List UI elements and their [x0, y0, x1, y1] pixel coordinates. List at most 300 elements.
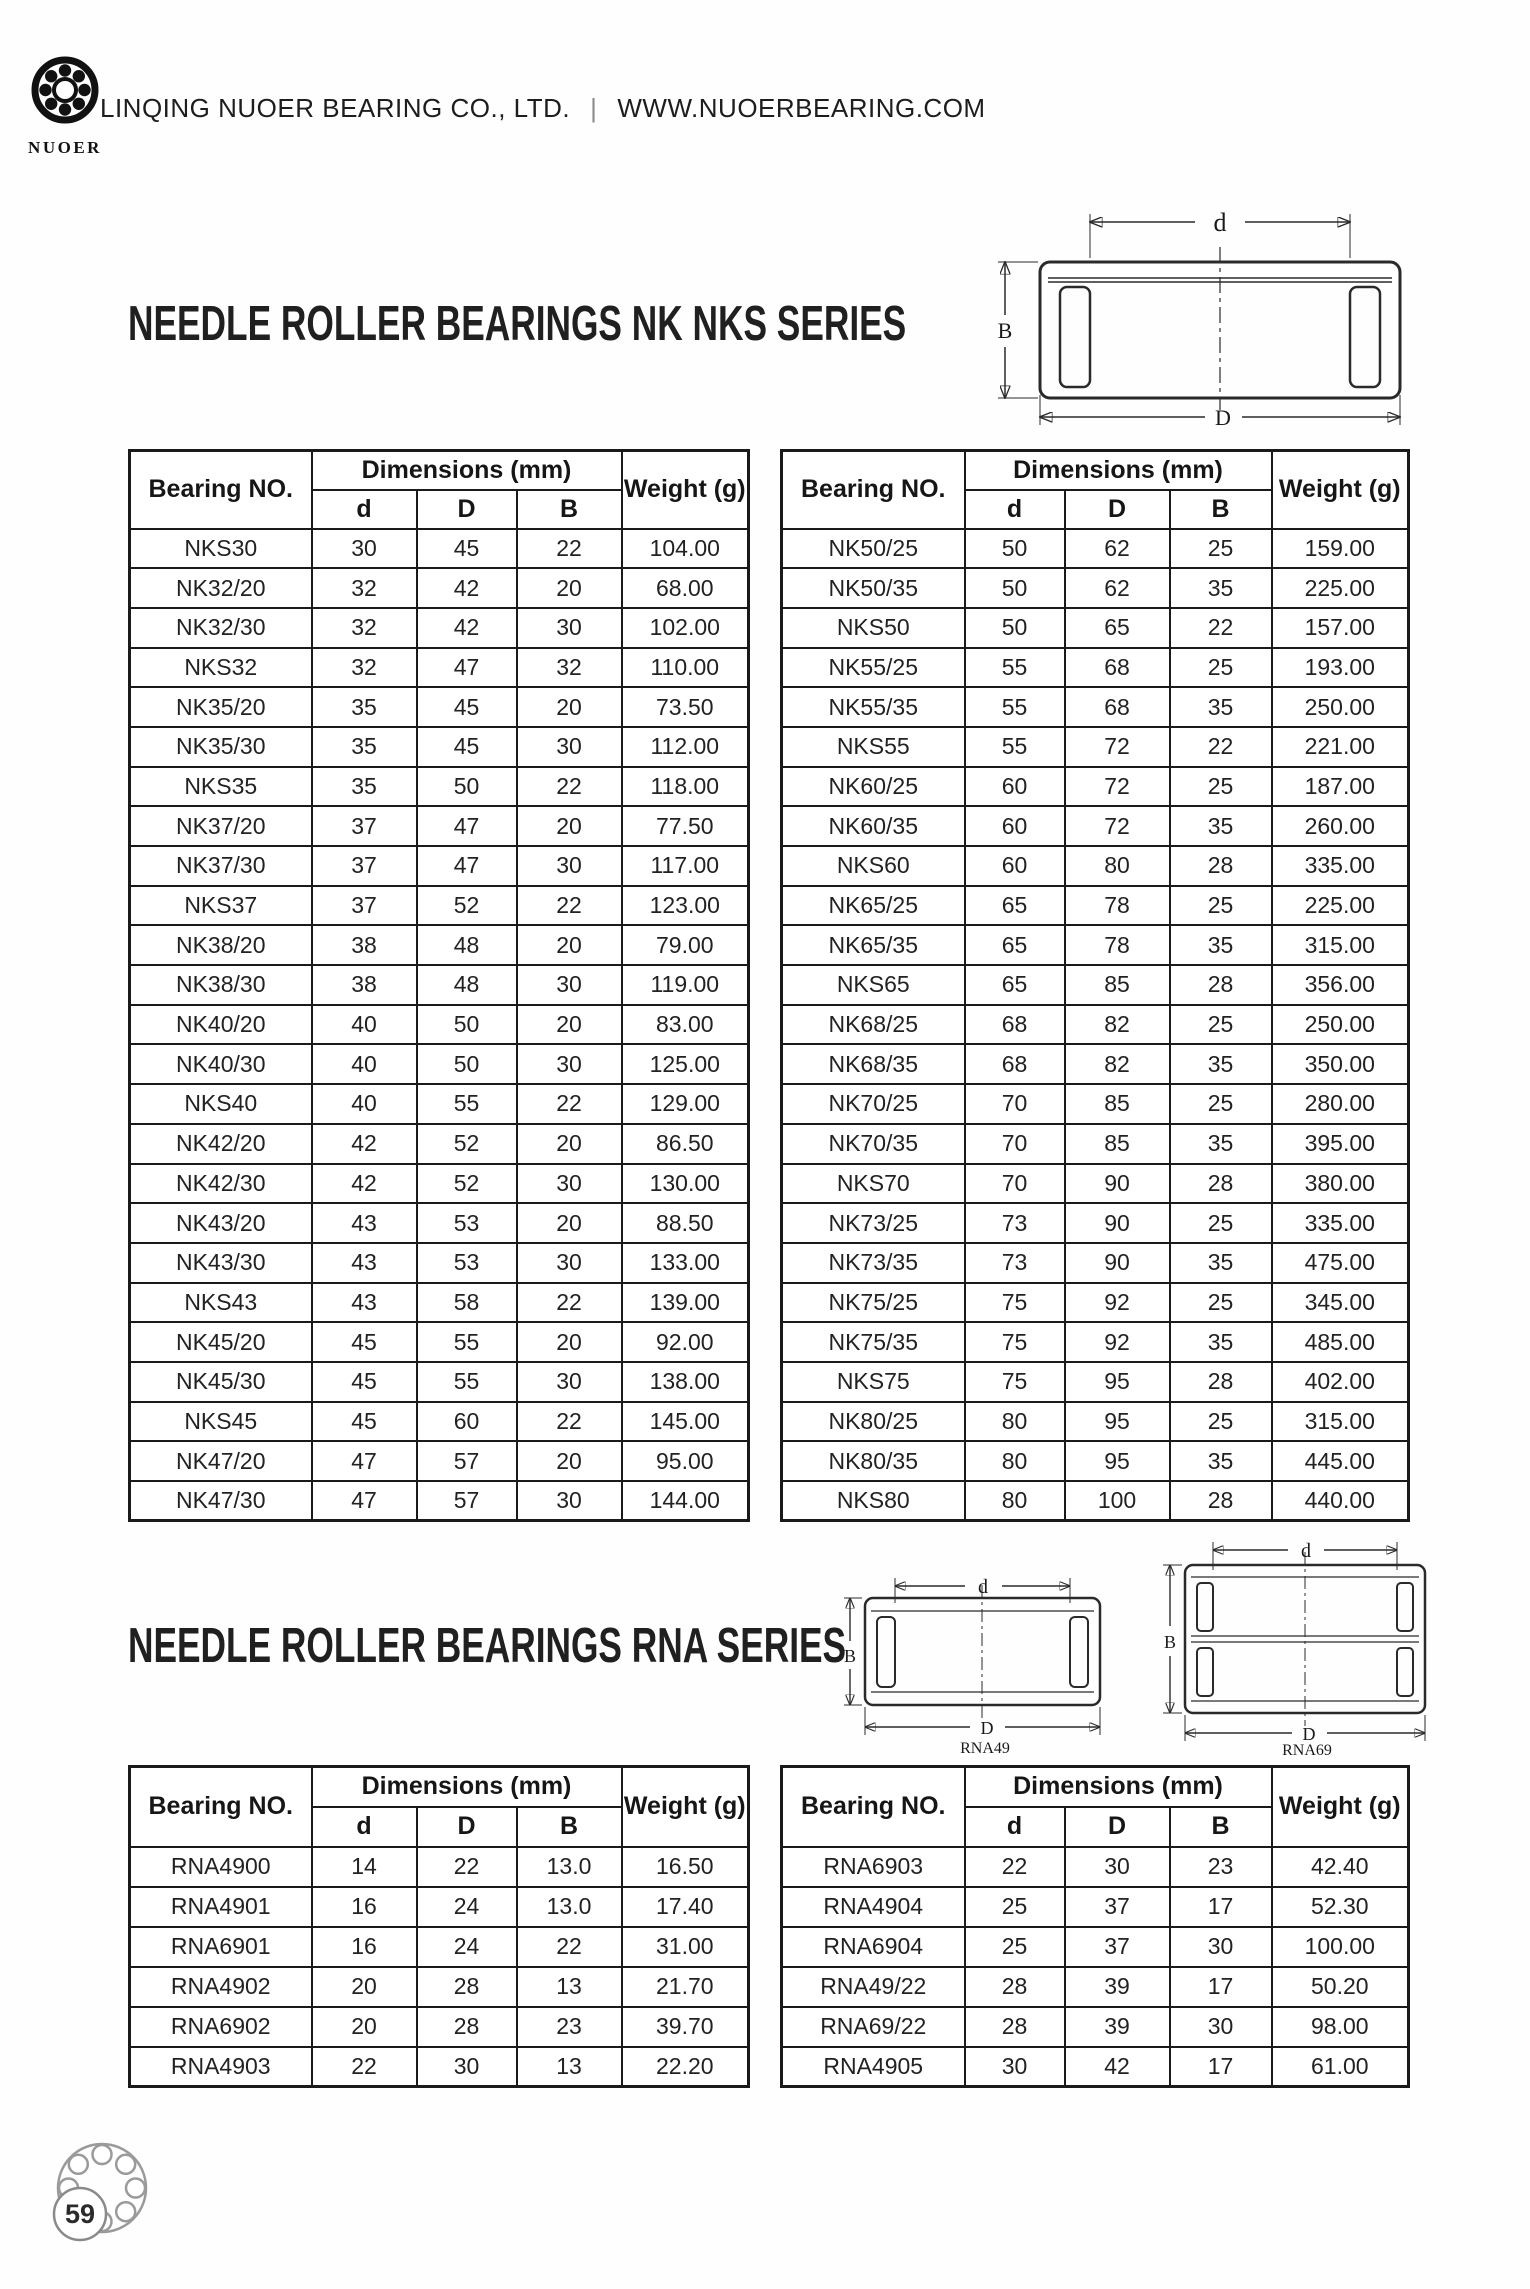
table-cell: 35	[1170, 568, 1272, 608]
table-cell: 68	[965, 1005, 1065, 1045]
table-row	[782, 1322, 1409, 1362]
table-row	[130, 2047, 749, 2087]
table-cell: 50	[965, 608, 1065, 648]
table-cell: 17.40	[622, 1887, 749, 1927]
table-cell: 335.00	[1272, 1203, 1409, 1243]
table-cell: NK50/35	[782, 568, 965, 608]
table-row	[130, 1322, 749, 1362]
column-header-B: B	[517, 490, 622, 529]
table-row	[782, 1402, 1409, 1442]
column-header-d: d	[312, 1807, 417, 1847]
table-cell: RNA4901	[130, 1887, 312, 1927]
table-cell: 22	[517, 529, 622, 569]
table-row	[782, 1967, 1409, 2007]
table-cell: 80	[1065, 846, 1170, 886]
table-cell: 22	[517, 1927, 622, 1967]
table-cell: 225.00	[1272, 886, 1409, 926]
table-cell: 58	[417, 1283, 517, 1323]
table-cell: 35	[1170, 806, 1272, 846]
table-cell: 280.00	[1272, 1084, 1409, 1124]
table-cell: 25	[965, 1887, 1065, 1927]
table-cell: 85	[1065, 1124, 1170, 1164]
table-cell: 22	[965, 1847, 1065, 1887]
table-cell: 25	[1170, 1402, 1272, 1442]
table-cell: 47	[417, 648, 517, 688]
table-cell: 22	[312, 2047, 417, 2087]
table-row	[130, 1203, 749, 1243]
table-cell: 37	[1065, 1887, 1170, 1927]
table-cell: 20	[517, 687, 622, 727]
table-cell: 85	[1065, 1084, 1170, 1124]
table-cell: 45	[312, 1402, 417, 1442]
table-cell: 90	[1065, 1164, 1170, 1204]
table-cell: 35	[1170, 1322, 1272, 1362]
table-cell: NK40/20	[130, 1005, 312, 1045]
table-cell: 24	[417, 1887, 517, 1927]
table-cell: 225.00	[1272, 568, 1409, 608]
table-cell: 315.00	[1272, 1402, 1409, 1442]
table-cell: 14	[312, 1847, 417, 1887]
table-cell: 57	[417, 1481, 517, 1521]
table-cell: 83.00	[622, 1005, 749, 1045]
table-cell: 98.00	[1272, 2007, 1409, 2047]
table-cell: 25	[1170, 886, 1272, 926]
table-cell: 13.0	[517, 1847, 622, 1887]
table-cell: NK60/25	[782, 767, 965, 807]
page-number-badge	[40, 2138, 160, 2258]
table-cell: 22	[517, 1283, 622, 1323]
table-cell: 95	[1065, 1441, 1170, 1481]
table-cell: 42	[312, 1124, 417, 1164]
table-cell: 47	[417, 806, 517, 846]
table-cell: 16	[312, 1887, 417, 1927]
column-header-bearing-no: Bearing NO.	[782, 451, 965, 529]
table-cell: 25	[1170, 1283, 1272, 1323]
table-cell: 129.00	[622, 1084, 749, 1124]
table-cell: 22	[517, 1084, 622, 1124]
nk-section-title: NEEDLE ROLLER BEARINGS NK NKS SERIES	[128, 297, 907, 351]
nk-dim-d-label: d	[1213, 208, 1227, 237]
table-row	[782, 846, 1409, 886]
table-row	[782, 1243, 1409, 1283]
table-row	[782, 1005, 1409, 1045]
table-row	[130, 1362, 749, 1402]
table-cell: 110.00	[622, 648, 749, 688]
table-cell: 45	[417, 687, 517, 727]
table-cell: 92	[1065, 1322, 1170, 1362]
table-row	[130, 806, 749, 846]
table-cell: RNA4905	[782, 2047, 965, 2087]
column-header-dimensions: Dimensions (mm)	[965, 451, 1272, 490]
table-cell: NK75/25	[782, 1283, 965, 1323]
table-row	[782, 1362, 1409, 1402]
table-cell: NKS43	[130, 1283, 312, 1323]
table-row	[130, 1044, 749, 1084]
rna49-dim-D-label: D	[980, 1718, 994, 1738]
table-cell: NK35/20	[130, 687, 312, 727]
table-cell: 13.0	[517, 1887, 622, 1927]
table-cell: NKS60	[782, 846, 965, 886]
table-cell: NK55/35	[782, 687, 965, 727]
table-cell: NKS80	[782, 1481, 965, 1521]
table-cell: 35	[1170, 925, 1272, 965]
table-row	[130, 2007, 749, 2047]
table-cell: NK68/25	[782, 1005, 965, 1045]
table-cell: 78	[1065, 886, 1170, 926]
table-cell: 112.00	[622, 727, 749, 767]
table-cell: NK73/25	[782, 1203, 965, 1243]
table-cell: 22	[517, 886, 622, 926]
table-cell: 25	[1170, 648, 1272, 688]
table-cell: 102.00	[622, 608, 749, 648]
table-row	[130, 648, 749, 688]
table-row	[782, 608, 1409, 648]
table-cell: 65	[965, 925, 1065, 965]
table-cell: 145.00	[622, 1402, 749, 1442]
table-cell: 60	[965, 767, 1065, 807]
table-cell: NK47/30	[130, 1481, 312, 1521]
column-header-weight: Weight (g)	[1272, 1767, 1409, 1847]
table-cell: 24	[417, 1927, 517, 1967]
nk-dim-b-label: B	[997, 318, 1013, 343]
table-cell: NKS37	[130, 886, 312, 926]
table-row	[130, 529, 749, 569]
company-website: WWW.NUOERBEARING.COM	[617, 93, 986, 123]
table-cell: 75	[965, 1362, 1065, 1402]
table-row	[782, 965, 1409, 1005]
table-cell: 42	[417, 568, 517, 608]
table-cell: 60	[965, 846, 1065, 886]
table-cell: 22	[517, 1402, 622, 1442]
table-row	[130, 1084, 749, 1124]
table-cell: 28	[1170, 1164, 1272, 1204]
table-cell: 20	[517, 568, 622, 608]
rna-series-table-left	[128, 1765, 750, 2088]
table-cell: 20	[312, 1967, 417, 2007]
table-cell: RNA4902	[130, 1967, 312, 2007]
table-cell: 45	[417, 727, 517, 767]
table-row	[782, 2007, 1409, 2047]
table-cell: 16.50	[622, 1847, 749, 1887]
table-cell: 85	[1065, 965, 1170, 1005]
table-cell: 260.00	[1272, 806, 1409, 846]
rna-section-title: NEEDLE ROLLER BEARINGS RNA SERIES	[128, 1619, 847, 1673]
table-cell: 13	[517, 2047, 622, 2087]
table-row	[782, 925, 1409, 965]
table-row	[782, 648, 1409, 688]
table-cell: 139.00	[622, 1283, 749, 1323]
table-row	[782, 767, 1409, 807]
column-header-D: D	[1065, 1807, 1170, 1847]
table-cell: 37	[1065, 1927, 1170, 1967]
table-row	[130, 568, 749, 608]
table-row	[130, 1243, 749, 1283]
table-cell: 104.00	[622, 529, 749, 569]
table-cell: NK73/35	[782, 1243, 965, 1283]
table-cell: 20	[517, 1203, 622, 1243]
table-row	[782, 727, 1409, 767]
rna69-dim-D-label: D	[1302, 1724, 1316, 1744]
table-cell: 30	[1170, 1927, 1272, 1967]
table-row	[782, 1847, 1409, 1887]
table-cell: NK38/30	[130, 965, 312, 1005]
table-row	[782, 1283, 1409, 1323]
table-cell: NK38/20	[130, 925, 312, 965]
table-cell: 45	[312, 1362, 417, 1402]
column-header-B: B	[1170, 490, 1272, 529]
table-cell: 53	[417, 1243, 517, 1283]
table-cell: 35	[1170, 1044, 1272, 1084]
column-header-B: B	[1170, 1807, 1272, 1847]
table-cell: RNA4904	[782, 1887, 965, 1927]
table-cell: 35	[1170, 687, 1272, 727]
table-cell: 53	[417, 1203, 517, 1243]
table-cell: 119.00	[622, 965, 749, 1005]
table-cell: 60	[965, 806, 1065, 846]
table-cell: NKS30	[130, 529, 312, 569]
table-cell: 22	[1170, 608, 1272, 648]
table-cell: NK43/20	[130, 1203, 312, 1243]
table-cell: 30	[517, 965, 622, 1005]
table-cell: 61.00	[1272, 2047, 1409, 2087]
table-cell: 350.00	[1272, 1044, 1409, 1084]
table-cell: 50	[417, 1005, 517, 1045]
table-cell: NKS35	[130, 767, 312, 807]
rna49-dim-b-label: B	[843, 1646, 857, 1666]
table-cell: 30	[517, 1481, 622, 1521]
table-cell: NK65/35	[782, 925, 965, 965]
table-row	[130, 1481, 749, 1521]
table-cell: 133.00	[622, 1243, 749, 1283]
table-cell: 30	[517, 727, 622, 767]
table-row	[130, 608, 749, 648]
table-cell: 38	[312, 925, 417, 965]
table-cell: 28	[1170, 965, 1272, 1005]
table-cell: 80	[965, 1481, 1065, 1521]
table-cell: NKS55	[782, 727, 965, 767]
table-cell: 440.00	[1272, 1481, 1409, 1521]
table-cell: NK47/20	[130, 1441, 312, 1481]
table-cell: 31.00	[622, 1927, 749, 1967]
table-cell: 22.20	[622, 2047, 749, 2087]
table-cell: 250.00	[1272, 1005, 1409, 1045]
table-cell: NK80/35	[782, 1441, 965, 1481]
table-cell: 30	[1170, 2007, 1272, 2047]
table-cell: 345.00	[1272, 1283, 1409, 1323]
table-cell: 48	[417, 925, 517, 965]
table-cell: 23	[1170, 1847, 1272, 1887]
table-cell: 38	[312, 965, 417, 1005]
table-cell: 475.00	[1272, 1243, 1409, 1283]
table-cell: 25	[1170, 1005, 1272, 1045]
table-cell: 117.00	[622, 846, 749, 886]
table-cell: 20	[312, 2007, 417, 2047]
table-cell: NK45/20	[130, 1322, 312, 1362]
table-cell: 52	[417, 886, 517, 926]
table-cell: 17	[1170, 2047, 1272, 2087]
table-cell: 37	[312, 806, 417, 846]
rna69-bearing-diagram	[1150, 1528, 1450, 1758]
column-header-d: d	[312, 490, 417, 529]
table-cell: 28	[1170, 1362, 1272, 1402]
table-cell: 73.50	[622, 687, 749, 727]
table-cell: 48	[417, 965, 517, 1005]
table-cell: NKS75	[782, 1362, 965, 1402]
table-row	[782, 886, 1409, 926]
table-cell: 35	[1170, 1441, 1272, 1481]
column-header-weight: Weight (g)	[622, 1767, 749, 1847]
table-cell: 35	[312, 727, 417, 767]
table-cell: RNA6901	[130, 1927, 312, 1967]
table-cell: 28	[965, 1967, 1065, 2007]
table-cell: NKS32	[130, 648, 312, 688]
table-cell: 40	[312, 1084, 417, 1124]
table-cell: 28	[1170, 846, 1272, 886]
rna69-caption: RNA69	[1282, 1742, 1332, 1758]
table-cell: 70	[965, 1164, 1065, 1204]
table-cell: 17	[1170, 1967, 1272, 2007]
nk-series-table-left	[128, 449, 750, 1522]
table-cell: 32	[312, 648, 417, 688]
table-cell: 30	[417, 2047, 517, 2087]
table-cell: 25	[1170, 1203, 1272, 1243]
table-cell: 28	[1170, 1481, 1272, 1521]
table-cell: 25	[965, 1927, 1065, 1967]
page-number: 59	[64, 2199, 96, 2229]
table-cell: 22	[417, 1847, 517, 1887]
table-row	[130, 965, 749, 1005]
table-cell: 100	[1065, 1481, 1170, 1521]
table-cell: 73	[965, 1203, 1065, 1243]
rna-series-table-right	[780, 1765, 1410, 2088]
table-cell: 55	[965, 727, 1065, 767]
table-cell: 395.00	[1272, 1124, 1409, 1164]
table-cell: 92	[1065, 1283, 1170, 1323]
table-cell: NKS65	[782, 965, 965, 1005]
table-cell: 68	[965, 1044, 1065, 1084]
table-cell: 72	[1065, 727, 1170, 767]
table-cell: NK70/35	[782, 1124, 965, 1164]
table-cell: 20	[517, 925, 622, 965]
table-cell: 43	[312, 1203, 417, 1243]
table-cell: 35	[1170, 1124, 1272, 1164]
table-cell: NKS70	[782, 1164, 965, 1204]
table-cell: 35	[1170, 1243, 1272, 1283]
table-cell: NK43/30	[130, 1243, 312, 1283]
table-row	[782, 1927, 1409, 1967]
table-cell: 50	[417, 767, 517, 807]
column-header-bearing-no: Bearing NO.	[130, 451, 312, 529]
rna49-caption: RNA49	[960, 1740, 1010, 1757]
table-cell: 42	[1065, 2047, 1170, 2087]
logo-brand-text: NUOER	[28, 138, 102, 157]
table-cell: 28	[417, 1967, 517, 2007]
table-cell: 65	[965, 886, 1065, 926]
table-cell: NK32/30	[130, 608, 312, 648]
table-cell: 20	[517, 1124, 622, 1164]
table-cell: 55	[965, 687, 1065, 727]
column-header-bearing-no: Bearing NO.	[782, 1767, 965, 1847]
table-cell: 30	[517, 1362, 622, 1402]
table-cell: RNA6902	[130, 2007, 312, 2047]
table-cell: RNA69/22	[782, 2007, 965, 2047]
table-cell: 20	[517, 1441, 622, 1481]
table-cell: 250.00	[1272, 687, 1409, 727]
table-row	[782, 529, 1409, 569]
header-bar	[100, 93, 986, 124]
table-cell: NKS45	[130, 1402, 312, 1442]
table-cell: 315.00	[1272, 925, 1409, 965]
table-cell: NK50/25	[782, 529, 965, 569]
table-row	[782, 1124, 1409, 1164]
table-cell: 30	[517, 608, 622, 648]
table-cell: 22	[517, 767, 622, 807]
table-cell: 55	[417, 1322, 517, 1362]
table-cell: 55	[965, 648, 1065, 688]
table-cell: 39	[1065, 1967, 1170, 2007]
table-cell: NK42/30	[130, 1164, 312, 1204]
rna49-bearing-diagram	[840, 1545, 1120, 1760]
table-cell: 70	[965, 1124, 1065, 1164]
table-cell: NK65/25	[782, 886, 965, 926]
table-cell: NK45/30	[130, 1362, 312, 1402]
table-cell: 35	[312, 687, 417, 727]
table-row	[130, 1164, 749, 1204]
table-cell: 32	[312, 568, 417, 608]
table-row	[782, 1084, 1409, 1124]
table-cell: 50	[417, 1044, 517, 1084]
table-cell: 68	[1065, 687, 1170, 727]
table-cell: 13	[517, 1967, 622, 2007]
table-cell: 47	[312, 1481, 417, 1521]
table-cell: 68	[1065, 648, 1170, 688]
table-cell: 52	[417, 1164, 517, 1204]
company-name: LINQING NUOER BEARING CO., LTD.	[100, 93, 571, 123]
table-cell: 22	[1170, 727, 1272, 767]
table-cell: 95.00	[622, 1441, 749, 1481]
table-cell: 157.00	[1272, 608, 1409, 648]
table-cell: 80	[965, 1441, 1065, 1481]
table-row	[782, 1044, 1409, 1084]
table-cell: 75	[965, 1283, 1065, 1323]
table-cell: 50	[965, 529, 1065, 569]
table-cell: 78	[1065, 925, 1170, 965]
table-cell: 62	[1065, 529, 1170, 569]
table-cell: 28	[417, 2007, 517, 2047]
table-cell: NKS40	[130, 1084, 312, 1124]
table-cell: 20	[517, 1005, 622, 1045]
table-cell: 221.00	[1272, 727, 1409, 767]
table-cell: 70	[965, 1084, 1065, 1124]
table-cell: 17	[1170, 1887, 1272, 1927]
table-cell: 380.00	[1272, 1164, 1409, 1204]
table-cell: 16	[312, 1927, 417, 1967]
table-row	[130, 1847, 749, 1887]
table-cell: 356.00	[1272, 965, 1409, 1005]
table-cell: 43	[312, 1243, 417, 1283]
table-cell: 28	[965, 2007, 1065, 2047]
table-cell: 72	[1065, 767, 1170, 807]
table-cell: 82	[1065, 1005, 1170, 1045]
table-row	[130, 1927, 749, 1967]
column-header-dimensions: Dimensions (mm)	[312, 1767, 622, 1807]
table-cell: 100.00	[1272, 1927, 1409, 1967]
table-cell: 20	[517, 806, 622, 846]
table-row	[130, 1402, 749, 1442]
table-row	[130, 1283, 749, 1323]
table-cell: 30	[1065, 1847, 1170, 1887]
nk-series-table-right	[780, 449, 1410, 1522]
